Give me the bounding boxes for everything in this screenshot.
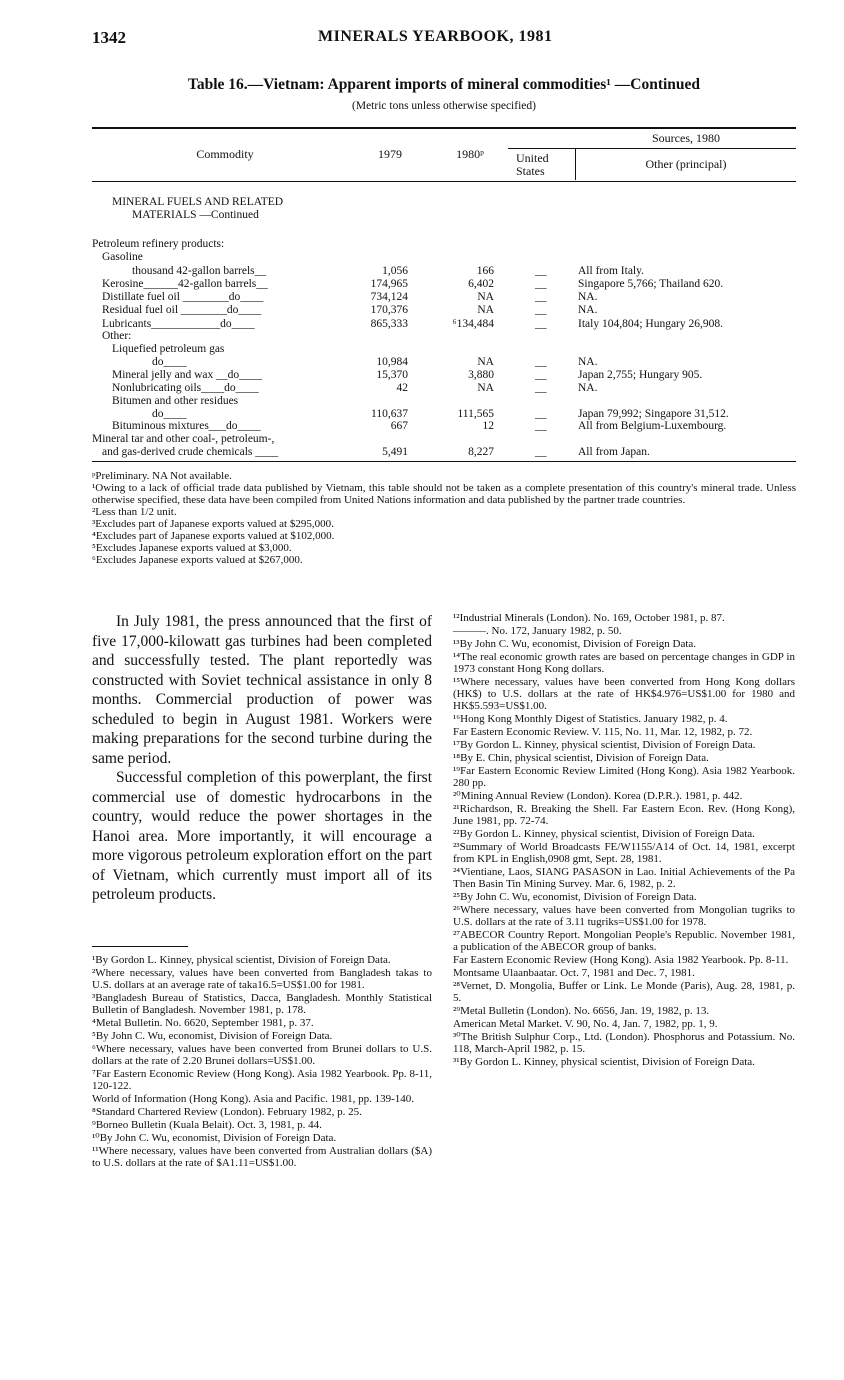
table-row	[92, 330, 796, 343]
table-footnotes	[92, 470, 796, 566]
value-1979: 667	[390, 420, 408, 432]
row-label: Residual fuel oil ________do____	[102, 304, 262, 316]
row-label: MATERIALS —Continued	[132, 209, 259, 221]
row-label: Liquefied petroleum gas	[112, 343, 225, 355]
value-united-states: __	[535, 420, 547, 432]
endnote: ¹²Industrial Minerals (London). No. 169, October 1981, p. 87.	[453, 612, 725, 624]
col-header-1980: 1980ᵖ	[456, 147, 484, 161]
row-label: Nonlubricating oils____do____	[112, 382, 259, 394]
table-row	[92, 209, 796, 222]
table-footnote: ²Less than 1/2 unit.	[92, 506, 177, 518]
value-1979: 42	[396, 382, 408, 394]
value-1979: 174,965	[370, 278, 408, 290]
table-top-rule	[92, 127, 796, 129]
col-header-other-principal: Other (principal)	[645, 157, 727, 171]
body-paragraph: Successful completion of this powerplant, the first commercial use of domestic hydrocarbons in the country, would reduce the power shortages in the Hanoi area. More importantly, it will encourage a more vigorous petroleum exploration effort on the part of Vietnam, which currently must import all of its petroleum products.	[92, 769, 432, 903]
page-header	[92, 28, 796, 52]
table-row	[92, 238, 796, 251]
value-1980: 111,565	[457, 408, 494, 420]
value-united-states: __	[535, 356, 547, 368]
value-1980: 8,227	[468, 446, 494, 458]
endnote: ¹⁷By Gordon L. Kinney, physical scientist, Division of Foreign Data.	[453, 739, 756, 751]
value-united-states: __	[535, 265, 547, 277]
table-row	[92, 420, 796, 433]
endnote: ⁴Metal Bulletin. No. 6620, September 1981, p. 37.	[92, 1017, 314, 1029]
value-1980: NA	[477, 291, 494, 303]
value-other-principal: NA.	[578, 356, 598, 368]
table-footnote: ⁵Excludes Japanese exports valued at $3,000.	[92, 542, 292, 554]
value-other-principal: All from Belgium-Luxembourg.	[578, 420, 727, 432]
row-label: Distillate fuel oil ________do____	[102, 291, 264, 303]
endnote: ³Bangladesh Bureau of Statistics, Dacca, Bangladesh. Monthly Statistical Bulletin of Bangladesh. November 1981, p. 178.	[92, 992, 432, 1016]
table-row	[92, 369, 796, 382]
value-other-principal: All from Japan.	[578, 446, 650, 458]
value-1980: 166	[476, 265, 494, 277]
table-row	[92, 251, 796, 264]
col-header-commodity: Commodity	[196, 147, 254, 161]
value-other-principal: NA.	[578, 304, 598, 316]
endnote: ²¹Richardson, R. Breaking the Shell. Far Eastern Econ. Rev. (Hong Kong), June 1981, pp. 72-74.	[453, 803, 795, 827]
endnote: ¹⁹Far Eastern Economic Review Limited (Hong Kong). Asia 1982 Yearbook. 280 pp.	[453, 765, 795, 789]
endnote: ⁹Borneo Bulletin (Kuala Belait). Oct. 3, 1981, p. 44.	[92, 1119, 322, 1131]
value-1980: 12	[482, 420, 494, 432]
row-label: thousand 42-gallon barrels__	[132, 265, 267, 277]
endnote: ⁷Far Eastern Economic Review (Hong Kong). Asia 1982 Yearbook. Pp. 8-11, 120-122.	[92, 1068, 432, 1092]
value-1980: NA	[477, 382, 494, 394]
table-row	[92, 265, 796, 278]
endnote: Far Eastern Economic Review. V. 115, No. 11, Mar. 12, 1982, p. 72.	[453, 726, 753, 738]
value-1979: 110,637	[371, 408, 408, 420]
col-header-sources: Sources, 1980	[652, 131, 720, 145]
row-label: Other:	[102, 330, 132, 342]
body-text	[92, 612, 432, 905]
endnote: ¹¹Where necessary, values have been converted from Australian dollars ($A) to U.S. dollars at the rate of $A1.11=US$1.00.	[92, 1145, 432, 1169]
endnote: ³¹By Gordon L. Kinney, physical scientist, Division of Foreign Data.	[453, 1056, 755, 1068]
value-united-states: __	[535, 304, 547, 316]
endnote: ²⁹Metal Bulletin (London). No. 6656, Jan. 19, 1982, p. 13.	[453, 1005, 710, 1017]
endnote: ²⁰Mining Annual Review (London). Korea (D.P.R.). 1981, p. 442.	[453, 790, 743, 802]
value-1979: 170,376	[370, 304, 408, 316]
table-row	[92, 343, 796, 356]
endnote: ³⁰The British Sulphur Corp., Ltd. (London). Phosphorus and Potassium. No. 118, March-April 1982, p. 15.	[453, 1031, 795, 1055]
endnote: ¹⁸By E. Chin, physical scientist, Division of Foreign Data.	[453, 752, 709, 764]
table-row	[92, 291, 796, 304]
page-number: 1342	[92, 28, 126, 47]
table-row	[92, 304, 796, 317]
row-label: Mineral tar and other coal-, petroleum-,	[92, 433, 275, 445]
endnote: ²³Summary of World Broadcasts FE/W1155/A14 of Oct. 14, 1981, excerpt from KPL in English,0908 gmt, Sept. 28, 1981.	[453, 841, 795, 865]
value-united-states: __	[535, 369, 547, 381]
endnote: ¹⁰By John C. Wu, economist, Division of Foreign Data.	[92, 1132, 337, 1144]
footnote-divider	[92, 946, 188, 947]
value-other-principal: Italy 104,804; Hungary 26,908.	[578, 318, 724, 330]
endnote: ²⁴Vientiane, Laos, SIANG PASASON in Lao. Initial Achievements of the Pa Then Basin Tin Mining Survey. Mar. 6, 1982, p. 2.	[453, 866, 795, 890]
value-1979: 10,984	[376, 356, 408, 368]
value-united-states: __	[535, 318, 547, 330]
row-label: do____	[152, 408, 187, 420]
endnote: ———. No. 172, January 1982, p. 50.	[453, 625, 622, 637]
value-1979: 15,370	[376, 369, 408, 381]
table-row	[92, 446, 796, 459]
table-footnote: ¹Owing to a lack of official trade data published by Vietnam, this table should not be taken as a complete presentation of this country's mineral trade. Unless otherwise specified, these data have been compiled from United Nations information and data published by the partner trade countries.	[92, 482, 796, 506]
row-label: Mineral jelly and wax __do____	[112, 369, 263, 381]
row-label: MINERAL FUELS AND RELATED	[112, 196, 284, 208]
value-other-principal: Japan 2,755; Hungary 905.	[578, 369, 703, 381]
value-1980: 6,402	[468, 278, 494, 290]
value-1979: 1,056	[382, 265, 408, 277]
endnote: World of Information (Hong Kong). Asia and Pacific. 1981, pp. 139-140.	[92, 1093, 415, 1105]
table-subtitle: (Metric tons unless otherwise specified)	[352, 100, 536, 112]
endnote: ⁵By John C. Wu, economist, Division of Foreign Data.	[92, 1030, 333, 1042]
value-1979: 865,333	[370, 318, 408, 330]
value-1980: 3,880	[468, 369, 494, 381]
endnote: ²²By Gordon L. Kinney, physical scientist, Division of Foreign Data.	[453, 828, 755, 840]
table-footnote: ³Excludes part of Japanese exports valued at $295,000.	[92, 518, 334, 530]
body-paragraph: In July 1981, the press announced that the first of five 17,000-kilowatt gas turbines had been completed and successfully tested. The plant reportedly was constructed with Soviet technical assistance in only 8 months. Commercial production of power was scheduled to begin in August 1981. Workers were making preparations for the second turbine during the same period.	[92, 613, 432, 767]
endnote: ²⁸Vernet, D. Mongolia, Buffer or Link. Le Monde (Paris), Aug. 28, 1981, p. 5.	[453, 980, 795, 1004]
value-1980: ⁶134,484	[452, 318, 494, 330]
col-header-1979: 1979	[378, 147, 402, 161]
row-label: Petroleum refinery products:	[92, 238, 225, 250]
endnote: Montsame Ulaanbaatar. Oct. 7, 1981 and Dec. 7, 1981.	[453, 967, 695, 979]
row-label: Gasoline	[102, 251, 143, 263]
value-1980: NA	[477, 356, 494, 368]
value-1980: NA	[477, 304, 494, 316]
row-label: Bitumen and other residues	[112, 395, 239, 407]
row-label: do____	[152, 356, 187, 368]
value-united-states: __	[535, 278, 547, 290]
table-row	[92, 382, 796, 395]
endnote: ¹³By John C. Wu, economist, Division of Foreign Data.	[453, 638, 697, 650]
table-row	[92, 433, 796, 446]
table-footnote: ⁴Excludes part of Japanese exports valued at $102,000.	[92, 530, 335, 542]
endnote: ¹⁶Hong Kong Monthly Digest of Statistics. January 1982, p. 4.	[453, 713, 728, 725]
endnotes-right	[453, 612, 795, 1069]
value-united-states: __	[535, 291, 547, 303]
row-label: Kerosine______42-gallon barrels__	[102, 278, 268, 290]
value-united-states: __	[535, 382, 547, 394]
endnote: ⁸Standard Chartered Review (London). February 1982, p. 25.	[92, 1106, 362, 1118]
value-other-principal: Japan 79,992; Singapore 31,512.	[578, 408, 729, 420]
value-1979: 734,124	[370, 291, 408, 303]
row-label: Bituminous mixtures___do____	[112, 420, 261, 432]
table-row	[92, 278, 796, 291]
endnotes-left	[92, 954, 432, 1170]
row-label: Lubricants____________do____	[102, 318, 255, 330]
row-label: and gas-derived crude chemicals ____	[102, 446, 279, 458]
endnote: Far Eastern Economic Review (Hong Kong). Asia 1982 Yearbook. Pp. 8-11.	[453, 954, 789, 966]
header-bottom-rule	[92, 181, 796, 182]
value-other-principal: Singapore 5,766; Thailand 620.	[578, 278, 724, 290]
endnote: ²Where necessary, values have been converted from Bangladesh takas to U.S. dollars at an average rate of taka16.5=US$1.00 for 1981.	[92, 967, 432, 991]
endnote: ¹⁵Where necessary, values have been converted from Hong Kong dollars (HK$) to U.S. dollars at the rate of HK$4.976=US$1.00 for 1980 and HK$5.593=US$1.00.	[453, 676, 795, 712]
sources-rule	[508, 148, 796, 149]
value-united-states: __	[535, 408, 547, 420]
endnote: ¹By Gordon L. Kinney, physical scientist, Division of Foreign Data.	[92, 954, 391, 966]
running-title: MINERALS YEARBOOK, 1981	[318, 28, 553, 45]
value-other-principal: All from Italy.	[578, 265, 645, 277]
endnote: American Metal Market. V. 90, No. 4, Jan. 7, 1982, pp. 1, 9.	[453, 1018, 718, 1030]
endnote: ²⁷ABECOR Country Report. Mongolian People's Republic. November 1981, a publication of the ABECOR group of banks.	[453, 929, 795, 953]
endnote: ¹⁴The real economic growth rates are based on percentage changes in GDP in 1973 constant Hong Kong dollars.	[453, 651, 795, 675]
table-row	[92, 196, 796, 209]
endnote: ²⁶Where necessary, values have been converted from Mongolian tugriks to U.S. dollars at the rate of 3.11 tugriks=US$1.00 for 1978.	[453, 904, 795, 928]
endnote: ²⁵By John C. Wu, economist, Division of Foreign Data.	[453, 891, 697, 903]
value-1979: 5,491	[382, 446, 408, 458]
table-footnote: ᵖPreliminary. NA Not available.	[92, 470, 232, 482]
endnote: ⁶Where necessary, values have been converted from Brunei dollars to U.S. dollars at the rate of 2.20 Brunei dollars=US$1.00.	[92, 1043, 432, 1067]
table-footnote: ⁶Excludes Japanese exports valued at $267,000.	[92, 554, 303, 566]
value-other-principal: NA.	[578, 291, 598, 303]
value-united-states: __	[535, 446, 547, 458]
value-other-principal: NA.	[578, 382, 598, 394]
table-title: Table 16.—Vietnam: Apparent imports of mineral commodities¹ —Continued	[187, 76, 701, 93]
table-bottom-rule	[92, 461, 796, 462]
table-row	[92, 356, 796, 369]
table-row	[92, 395, 796, 408]
col-header-united-states: United States	[516, 151, 549, 178]
